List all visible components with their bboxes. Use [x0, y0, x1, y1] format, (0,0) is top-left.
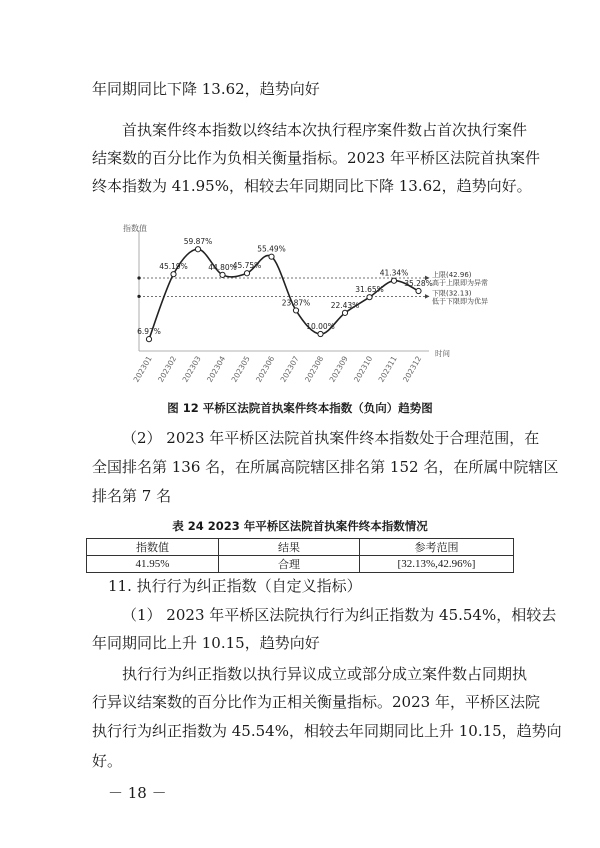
x-tick-label: 202312 — [401, 354, 424, 384]
data-label: 10.00% — [306, 322, 335, 331]
body-line-9: （1） 2023 年平桥区法院执行行为纠正指数为 45.54%，相较去 — [122, 606, 557, 624]
data-point — [391, 278, 396, 283]
table-caption: 表 24 2023 年平桥区法院首执案件终本指数情况 — [172, 519, 428, 533]
table-header-row — [87, 539, 514, 556]
header-reference-range: 参考范围 — [360, 539, 514, 556]
index-table — [86, 538, 514, 573]
x-tick-label: 202303 — [180, 354, 203, 384]
upper-limit-label: 上限(42.96) — [432, 270, 472, 279]
data-point — [171, 272, 176, 277]
x-tick-label: 202301 — [131, 354, 154, 384]
body-line-4: 终本指数为 41.95%，相较去年同期同比下降 13.62，趋势向好。 — [92, 177, 532, 195]
data-label: 6.97% — [137, 327, 161, 337]
table-row — [87, 556, 514, 573]
body-line-14: 好。 — [92, 752, 123, 770]
x-tick-label: 202305 — [229, 354, 252, 384]
x-tick-label: 202304 — [205, 354, 228, 384]
trend-chart — [117, 218, 488, 390]
x-tick-label: 202307 — [278, 354, 301, 384]
section-heading: 11. 执行行为纠正指数（自定义指标） — [108, 577, 362, 595]
data-label: 45.75% — [232, 261, 262, 271]
upper-limit-note: 高于上限即为异常 — [432, 278, 488, 287]
data-label: 35.28% — [404, 279, 433, 289]
lower-limit-label: 下限(32.13) — [432, 289, 472, 298]
body-line-12: 行异议结案数的百分比作为正相关衡量指标。2023 年，平桥区法院 — [92, 693, 540, 711]
lower-limit-note: 低于下限即为优异 — [432, 297, 488, 306]
data-point — [342, 310, 347, 315]
cell-reference-range: [32.13%,42.96%] — [360, 556, 514, 573]
body-line-1: 年同期同比下降 13.62，趋势向好 — [92, 80, 320, 98]
body-line-3: 结案数的百分比作为负相关衡量指标。2023 年平桥区法院首执案件 — [92, 149, 540, 167]
data-label: 59.87% — [183, 237, 213, 247]
data-label: 22.43% — [330, 300, 360, 310]
body-line-2: 首执案件终本指数以终结本次执行程序案件数占首次执行案件 — [122, 121, 528, 139]
data-point — [269, 254, 274, 259]
data-point — [146, 337, 151, 342]
x-tick-label: 202308 — [303, 354, 326, 384]
data-label: 44.80% — [208, 262, 237, 272]
data-label: 45.19% — [159, 262, 188, 272]
data-point — [318, 331, 323, 336]
x-tick-label: 202310 — [352, 354, 375, 384]
data-label: 41.34% — [379, 268, 409, 278]
cell-result: 合理 — [219, 556, 360, 573]
body-line-10: 年同期同比上升 10.15，趋势向好 — [92, 634, 320, 652]
x-tick-label: 202302 — [156, 354, 179, 384]
upper-limit-marker — [137, 276, 140, 279]
figure-caption: 图 12 平桥区法院首执案件终本指数（负向）趋势图 — [167, 401, 433, 415]
data-point — [244, 271, 249, 276]
data-point — [416, 288, 421, 293]
data-point — [195, 247, 200, 252]
data-point — [293, 308, 298, 313]
body-line-7: 排名第 7 名 — [92, 487, 172, 505]
data-point — [367, 295, 372, 300]
data-label: 55.49% — [257, 244, 286, 254]
body-line-6: 全国排名第 136 名，在所属高院辖区排名第 152 名，在所属中院辖区 — [92, 458, 559, 476]
header-result: 结果 — [219, 539, 360, 556]
body-line-5: （2） 2023 年平桥区法院首执案件终本指数处于合理范围，在 — [122, 429, 540, 447]
x-axis-label: 时间 — [435, 349, 450, 358]
data-label: 31.65% — [355, 285, 384, 295]
lower-limit-marker — [137, 295, 140, 298]
body-line-11: 执行行为纠正指数以执行异议成立或部分成立案件数占同期执 — [122, 665, 528, 683]
data-point — [220, 272, 225, 277]
page-number: － 18 － — [108, 784, 167, 802]
y-axis-label: 指数值 — [123, 224, 147, 233]
cell-index-value: 41.95% — [87, 556, 219, 573]
data-label: 23.87% — [281, 298, 311, 308]
x-tick-label: 202311 — [376, 354, 399, 384]
body-line-13: 执行行为纠正指数为 45.54%，相较去年同期同比上升 10.15，趋势向 — [92, 722, 562, 740]
x-tick-label: 202306 — [254, 354, 277, 384]
header-index-value: 指数值 — [87, 539, 219, 556]
x-tick-label: 202309 — [327, 354, 350, 384]
